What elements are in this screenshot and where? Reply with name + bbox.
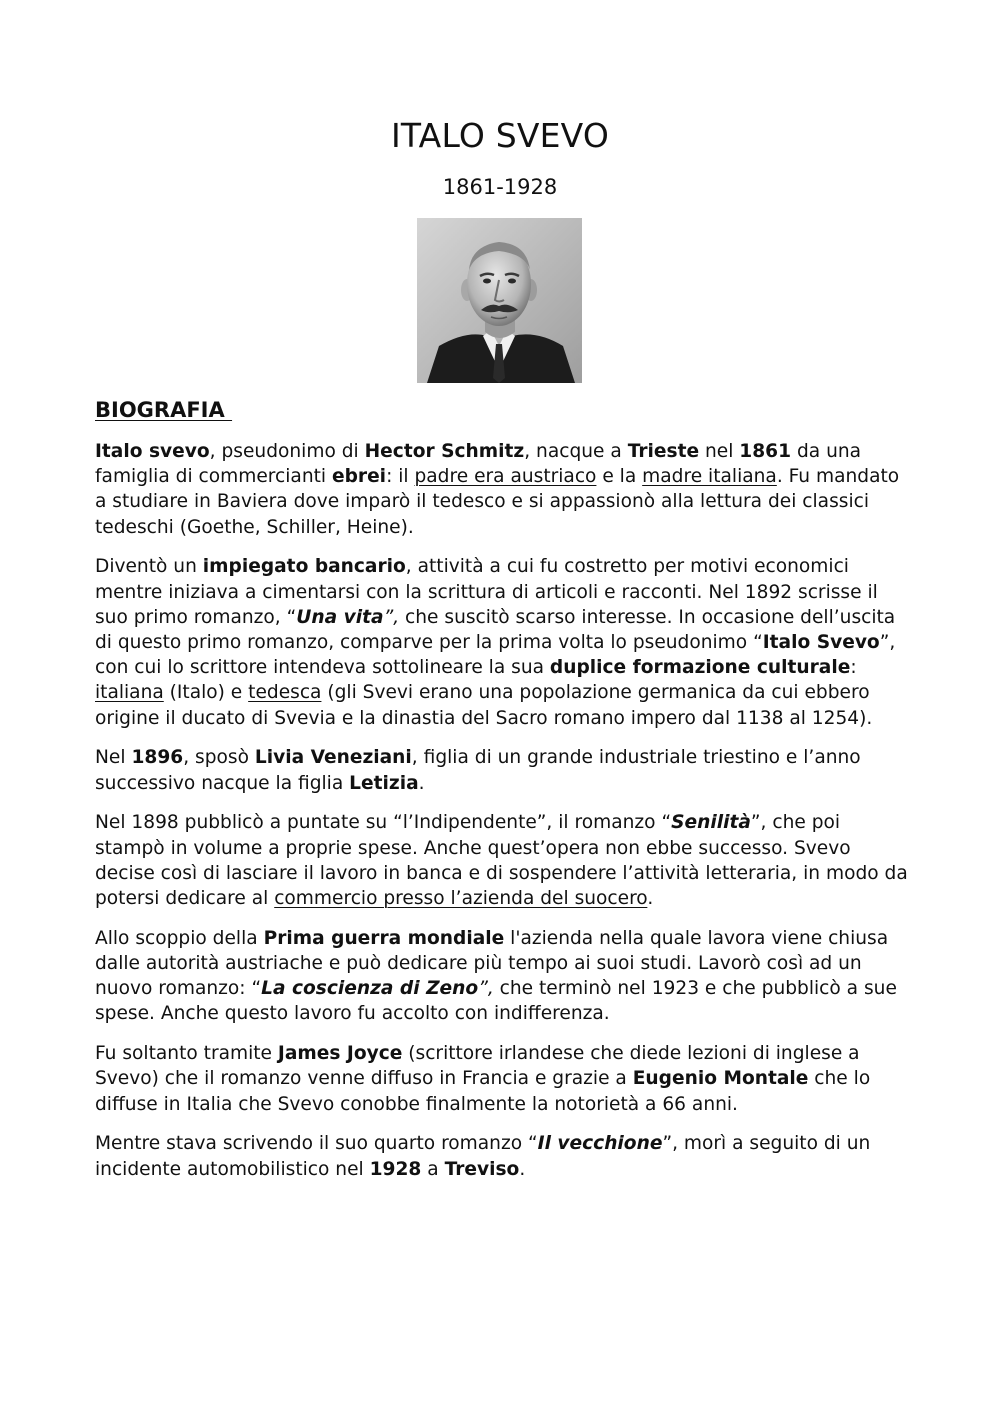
text-span: . (418, 772, 425, 794)
underlined-text: italiana (95, 682, 164, 704)
text-span: , figlia di un grande industriale triestino e l’anno successivo nacque la figlia (95, 747, 861, 794)
text-span: , sposò (183, 747, 255, 769)
text-span: a (421, 1158, 445, 1180)
bold-italic-text: Il vecchione (537, 1133, 663, 1155)
text-span: (scrittore irlandese che diede lezioni di inglese a Svevo) che il romanzo venne diffuso in Francia e grazie a (95, 1043, 860, 1090)
underlined-text: tedesca (248, 682, 322, 704)
bold-text: Italo svevo (95, 441, 210, 462)
bold-text: Treviso (444, 1158, 520, 1180)
text-span: Nel 1898 pubblicò a puntate su “l’Indipendente”, il romanzo “ (95, 812, 672, 834)
text-span: (Italo) e (163, 682, 249, 704)
paragraph (95, 1041, 910, 1117)
bold-text: James Joyce (277, 1043, 403, 1065)
underlined-text: commercio presso l’azienda del suocero (274, 888, 648, 910)
text-span: (gli Svevi erano una popolazione germanica da cui ebbero origine il ducato di Svevia e la dinastia del Sacro romano impero dal 1138 al 1254). (95, 682, 873, 729)
bold-italic-text: Senilità (671, 812, 751, 834)
paragraph (95, 745, 910, 795)
text-span: che suscitò scarso interesse. In occasione dell’uscita di questo primo romanzo, comparve per la prima volta lo pseudonimo “ (95, 606, 896, 654)
text-span: . (647, 888, 654, 910)
bold-text: Eugenio Montale (632, 1068, 809, 1090)
bold-italic-text: La coscienza di Zeno (261, 978, 479, 1000)
bold-text: duplice formazione culturale (549, 657, 851, 679)
text-span: : il (386, 466, 415, 488)
life-dates: 1861-1928 (442, 175, 558, 199)
text-span: Mentre stava scrivendo il suo quarto romanzo “ (95, 1133, 538, 1155)
text-span: , attività a cui fu costretto per motivi economici mentre iniziava a cimentarsi con la scrittura di articoli e racconti. Nel 1892 scrisse il suo primo romanzo, “ (95, 556, 878, 628)
text-span: e la (596, 466, 643, 488)
portrait-photo (417, 218, 582, 383)
italic-text: ”, (478, 978, 494, 1000)
bold-text: Prima guerra mondiale (263, 927, 505, 949)
bold-text: 1861 (739, 441, 792, 462)
text-span: : (850, 657, 857, 679)
text-span: ”, morì a seguito di un incidente automobilistico nel (95, 1133, 871, 1180)
text-span: Allo scoppio della (95, 927, 264, 949)
bold-text: Hector Schmitz (364, 441, 525, 462)
italic-text: ”, (383, 606, 400, 628)
text-span: da una famiglia di commercianti (95, 441, 862, 488)
paragraph (95, 1131, 910, 1181)
paragraph (95, 810, 910, 911)
bold-text: Trieste (627, 441, 700, 462)
bold-text: Livia Veneziani (254, 747, 412, 769)
paragraph (95, 554, 910, 730)
bold-text: Italo Svevo (762, 632, 880, 654)
text-span: , pseudonimo di (209, 441, 365, 462)
page-title: ITALO SVEVO (390, 116, 610, 155)
bold-italic-text: Una vita (296, 606, 384, 628)
text-span: che terminò nel 1923 e che pubblicò a sue spese. Anche questo lavoro fu accolto con indifferenza. (95, 978, 897, 1025)
bold-text: Letizia (349, 772, 419, 794)
biography-text (95, 439, 910, 1196)
bold-text: ebrei (331, 466, 387, 488)
text-span: Nel (95, 747, 132, 769)
paragraph (95, 926, 910, 1027)
bold-text: 1928 (369, 1158, 422, 1180)
bold-text: impiegato bancario (202, 556, 406, 578)
text-span: . (519, 1158, 526, 1180)
section-heading: BIOGRAFIA (95, 398, 233, 422)
bold-text: 1896 (131, 747, 184, 769)
underlined-text: padre era austriaco (414, 466, 597, 488)
text-span: Diventò un (95, 556, 203, 578)
text-span: nel (699, 441, 740, 462)
text-span: ”, con cui lo scrittore intendeva sottolineare la sua (95, 632, 896, 679)
text-span: . Fu mandato a studiare in Baviera dove imparò il tedesco e si appassionò alla lettura dei classici tedeschi (Goethe, Schiller, Heine). (95, 466, 900, 538)
author-portrait (417, 218, 582, 383)
text-span: Fu soltanto tramite (95, 1043, 278, 1065)
paragraph (95, 439, 910, 540)
text-span: l'azienda nella quale lavora viene chiusa dalle autorità austriache e può dedicare più tempo ai suoi studi. Lavorò così ad un nuovo romanzo: “ (95, 927, 889, 1000)
text-span: ”, che poi stampò in volume a proprie spese. Anche quest’opera non ebbe successo. Svevo decise così di lasciare il lavoro in banca e di sospendere l’attività letteraria, in modo da potersi dedicare al (95, 812, 908, 910)
text-span: che lo diffuse in Italia che Svevo conobbe finalmente la notorietà a 66 anni. (95, 1068, 871, 1115)
text-span: , nacque a (524, 441, 628, 462)
underlined-text: madre italiana (642, 466, 777, 488)
